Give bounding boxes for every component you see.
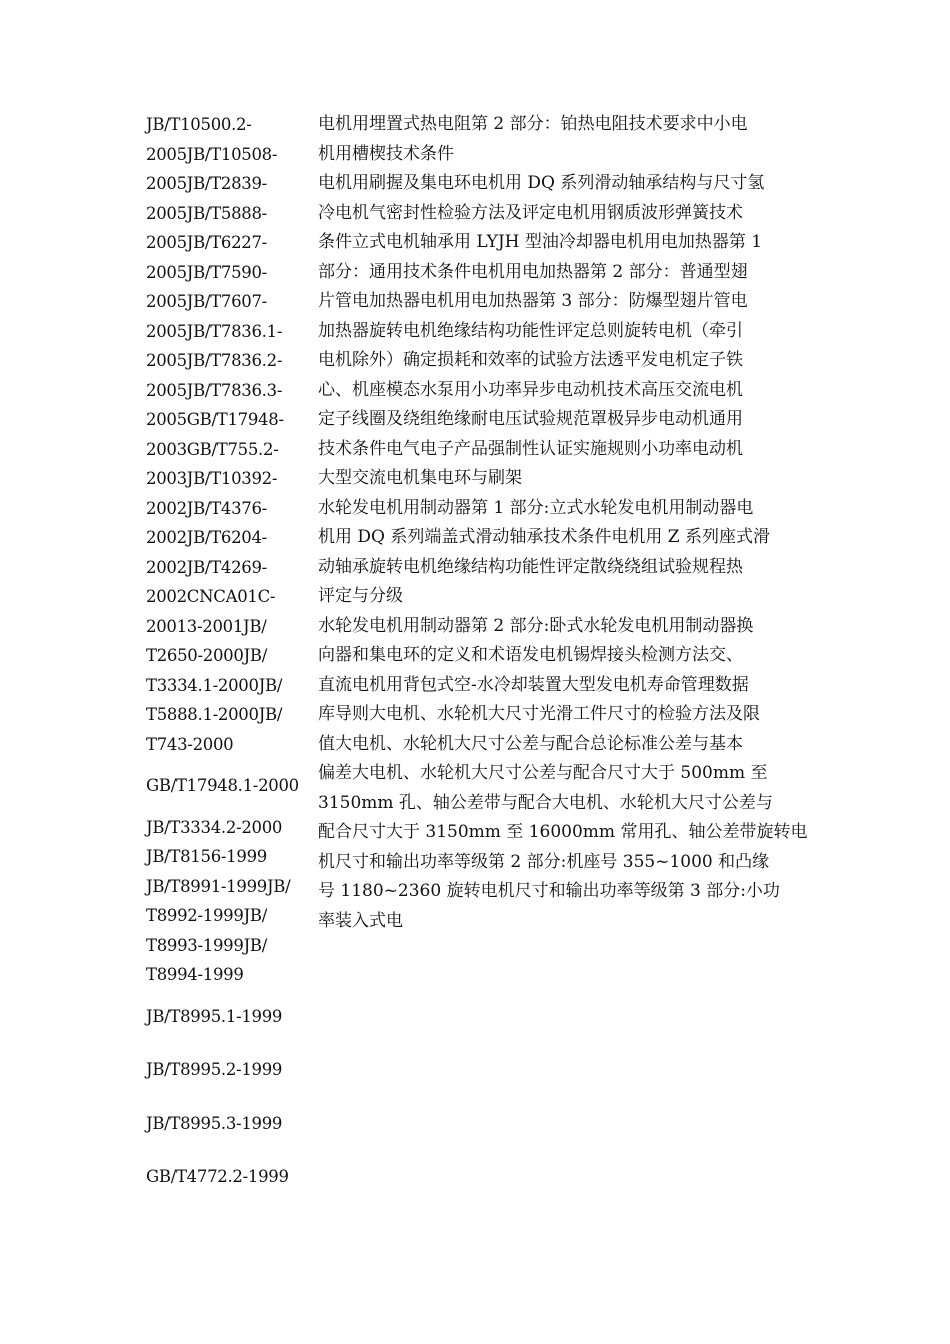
title-line: 机用 DQ 系列端盖式滑动轴承技术条件电机用 Z 系列座式滑: [318, 527, 770, 547]
code-line: JB/T8995.2-1999: [146, 1060, 283, 1079]
code-line: JB/T8991-1999JB/: [146, 876, 291, 896]
code-line: T3334.1-2000JB/: [146, 675, 283, 695]
code-line: 2002CNCA01C-: [146, 587, 276, 606]
title-line: 号 1180~2360 旋转电机尺寸和输出功率等级第 3 部分:小功: [318, 881, 780, 901]
title-line: 机用槽楔技术条件: [318, 143, 454, 164]
code-line: 2002JB/T4269-: [146, 557, 267, 577]
title-line: 冷电机气密封性检验方法及评定电机用钢质波形弹簧技术: [318, 202, 743, 223]
title-line: 3150mm 孔、轴公差带与配合大电机、水轮机大尺寸公差与: [318, 792, 773, 813]
title-line: 偏差大电机、水轮机大尺寸公差与配合尺寸大于 500mm 至: [318, 763, 768, 783]
codes-group-2: [146, 771, 308, 801]
title-line: 技术条件电气电子产品强制性认证实施规则小功率电动机: [318, 438, 743, 459]
titles-paragraph-1: [318, 110, 808, 169]
title-line: 向器和集电环的定义和术语发电机锡焊接头检测方法交、: [318, 645, 743, 665]
code-line: GB/T17948.1-2000: [146, 776, 299, 795]
code-line: JB/T8995.1-1999: [146, 1006, 283, 1026]
code-line: 2005JB/T6227-: [146, 233, 267, 252]
title-line: 动轴承旋转电机绝缘结构功能性评定散绕绕组试验规程热: [318, 556, 743, 577]
code-line: JB/T10500.2-: [146, 115, 252, 134]
code-line: 2005JB/T7836.3-: [146, 380, 283, 400]
title-line: 水轮发电机用制动器第 2 部分:卧式水轮发电机用制动器换: [318, 615, 754, 636]
title-line: 加热器旋转电机绝缘结构功能性评定总则旋转电机（牵引: [318, 320, 743, 341]
title-line: 心、机座模态水泵用小功率异步电动机技术高压交流电机: [318, 379, 743, 400]
title-line: 配合尺寸大于 3150mm 至 16000mm 常用孔、轴公差带旋转电: [318, 822, 808, 842]
code-line: T8993-1999JB/: [146, 935, 267, 955]
title-line: 电机用埋置式热电阻第 2 部分：铂热电阻技术要求中小电: [318, 114, 748, 134]
code-line: GB/T4772.2-1999: [146, 1167, 289, 1186]
codes-group-3: [146, 813, 308, 990]
standard-titles-column: [318, 110, 808, 936]
code-line: 2002JB/T6204-: [146, 528, 267, 547]
title-line: 定子线圈及绕组绝缘耐电压试验规范罩极异步电动机通用: [318, 409, 743, 429]
code-line: 20013-2001JB/: [146, 616, 267, 636]
title-line: 电机除外）确定损耗和效率的试验方法透平发电机定子铁: [318, 350, 743, 370]
code-line: 2005JB/T7607-: [146, 292, 267, 311]
titles-paragraph-4: [318, 612, 808, 937]
title-line: 条件立式电机轴承用 LYJH 型油冷却器电机用电加热器第 1: [318, 232, 763, 252]
code-line: JB/T3334.2-2000: [146, 817, 283, 837]
code-line: T8994-1999: [146, 965, 244, 984]
code-line: 2005JB/T7590-: [146, 262, 267, 282]
code-line: 2003GB/T755.2-: [146, 439, 279, 459]
title-line: 评定与分级: [318, 586, 403, 606]
code-line: 2002JB/T4376-: [146, 498, 267, 518]
title-line: 库导则大电机、水轮机大尺寸光滑工件尺寸的检验方法及限: [318, 704, 760, 724]
title-line: 片管电加热器电机用电加热器第 3 部分：防爆型翅片管电: [318, 291, 748, 311]
code-line: 2003JB/T10392-: [146, 469, 278, 488]
code-line: T743-2000: [146, 734, 234, 754]
title-line: 直流电机用背包式空-水冷却装置大型发电机寿命管理数据: [318, 674, 749, 695]
codes-group-1: [146, 110, 308, 759]
title-line: 部分：通用技术条件电机用电加热器第 2 部分：普通型翅: [318, 261, 748, 282]
code-line: T5888.1-2000JB/: [146, 705, 283, 724]
code-line: T2650-2000JB/: [146, 646, 267, 665]
code-line: JB/T8995.3-1999: [146, 1113, 283, 1133]
code-line: 2005JB/T2839-: [146, 174, 267, 193]
code-line: 2005JB/T10508-: [146, 144, 278, 164]
titles-paragraph-2: [318, 169, 808, 494]
title-line: 水轮发电机用制动器第 1 部分:立式水轮发电机用制动器电: [318, 497, 754, 518]
code-line: T8992-1999JB/: [146, 906, 267, 925]
title-line: 值大电机、水轮机大尺寸公差与配合总论标准公差与基本: [318, 733, 743, 754]
code-line: JB/T8156-1999: [146, 847, 267, 866]
standard-codes-column: [146, 110, 308, 1192]
code-line: 2005JB/T5888-: [146, 203, 267, 223]
titles-paragraph-3: [318, 494, 808, 612]
code-line: 2005JB/T7836.1-: [146, 321, 283, 341]
code-line: 2005GB/T17948-: [146, 410, 284, 429]
title-line: 电机用刷握及集电环电机用 DQ 系列滑动轴承结构与尺寸氢: [318, 173, 765, 193]
title-line: 大型交流电机集电环与刷架: [318, 468, 522, 488]
code-line: 2005JB/T7836.2-: [146, 351, 283, 370]
title-line: 率装入式电: [318, 910, 403, 931]
title-line: 机尺寸和输出功率等级第 2 部分:机座号 355~1000 和凸缘: [318, 851, 770, 872]
